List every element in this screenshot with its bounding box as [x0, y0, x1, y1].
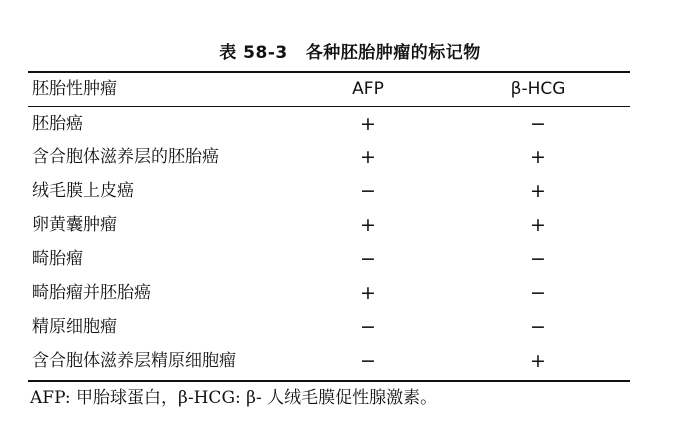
table-row — [28, 277, 630, 310]
table-row — [28, 311, 630, 344]
row-bhcg-marker: + — [530, 214, 546, 236]
table-number: 表 58-3 — [219, 43, 288, 63]
row-bhcg-marker: − — [530, 316, 546, 338]
row-bhcg-marker: + — [530, 146, 546, 168]
row-bhcg-marker: − — [530, 282, 546, 304]
table-row — [28, 141, 630, 174]
row-tumor-name: 胚胎癌 — [32, 114, 83, 134]
row-afp-marker: − — [360, 248, 376, 270]
row-tumor-name: 卵黄囊肿瘤 — [32, 215, 117, 235]
row-afp-marker: + — [360, 214, 376, 236]
row-afp-marker: + — [360, 282, 376, 304]
row-afp-marker: + — [360, 146, 376, 168]
header-afp: AFP — [352, 79, 384, 99]
row-tumor-name: 含合胞体滋养层的胚胎癌 — [32, 147, 219, 167]
table-row — [28, 243, 630, 276]
row-afp-marker: + — [360, 113, 376, 135]
row-bhcg-marker: − — [530, 248, 546, 270]
row-bhcg-marker: + — [530, 180, 546, 202]
row-afp-marker: − — [360, 316, 376, 338]
table-row — [28, 345, 630, 378]
table-title: 各种胚胎肿瘤的标记物 — [305, 43, 481, 63]
row-tumor-name: 精原细胞瘤 — [32, 317, 117, 337]
row-tumor-name: 畸胎瘤 — [32, 249, 83, 269]
header-bhcg: β-HCG — [510, 79, 566, 99]
row-afp-marker: − — [360, 180, 376, 202]
table-header-row — [28, 73, 630, 106]
row-afp-marker: − — [360, 350, 376, 372]
row-tumor-name: 绒毛膜上皮癌 — [32, 181, 134, 201]
table-row — [28, 175, 630, 208]
row-tumor-name: 含合胞体滋养层精原细胞瘤 — [32, 351, 236, 371]
header-tumor-type: 胚胎性肿瘤 — [32, 79, 117, 99]
table-header-rule — [28, 106, 630, 107]
table-row — [28, 108, 630, 141]
row-bhcg-marker: + — [530, 350, 546, 372]
table-row — [28, 209, 630, 242]
table-caption — [0, 38, 700, 63]
table-bottom-rule — [28, 380, 630, 382]
row-tumor-name: 畸胎瘤并胚胎癌 — [32, 283, 151, 303]
row-bhcg-marker: − — [530, 113, 546, 135]
table-footnote: AFP: 甲胎球蛋白，β-HCG: β- 人绒毛膜促性腺激素。 — [30, 388, 438, 408]
